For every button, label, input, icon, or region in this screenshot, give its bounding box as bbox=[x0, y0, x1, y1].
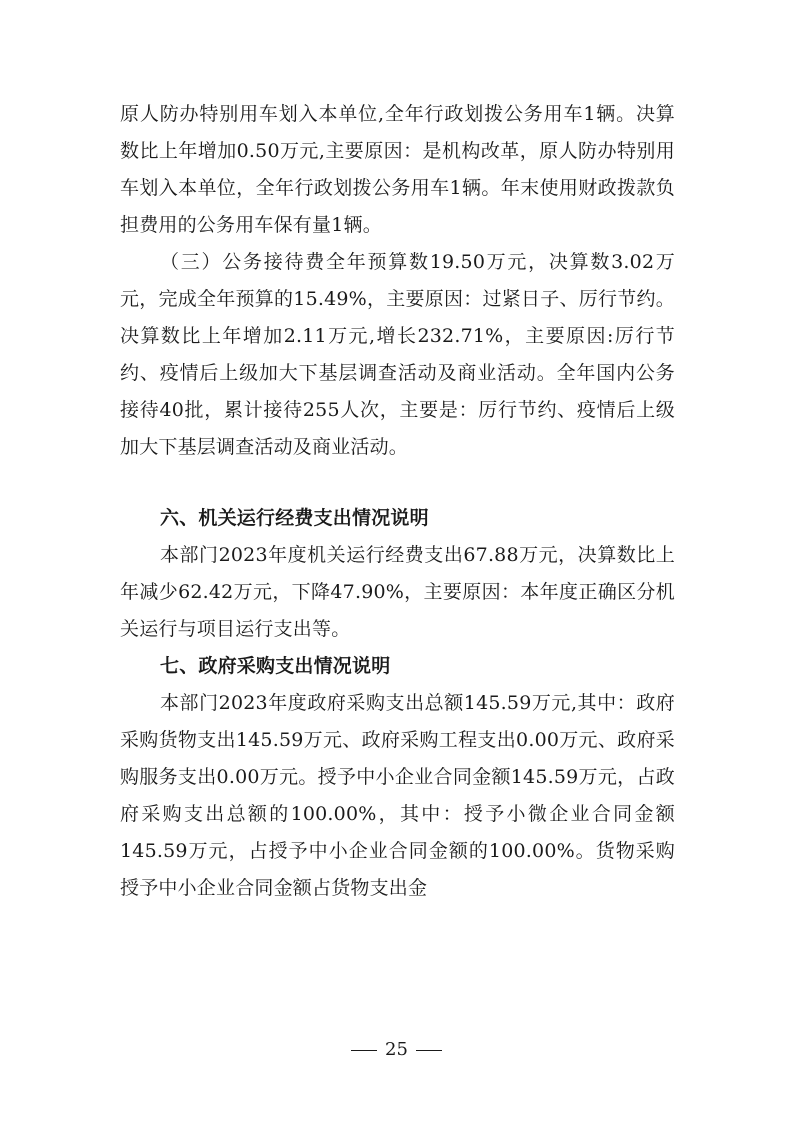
footer-dash-left bbox=[351, 1050, 377, 1051]
footer-dash-right bbox=[416, 1050, 442, 1051]
paragraph-government-procurement: 本部门2023年度政府采购支出总额145.59万元,其中：政府采购货物支出145.59万元、政府采购工程支出0.00万元、政府采购服务支出0.00万元。授予中小企业合同金额145.59万元，占政府采购支出总额的100.00%，其中：授予小微企业合同金额145.59万元，占授予中小企业合同金额的100.00%。货物采购授予中小企业合同金额占货物支出金 bbox=[120, 692, 675, 899]
section-gap bbox=[120, 466, 675, 500]
page-number: 25 bbox=[385, 1039, 408, 1060]
paragraph-vehicle-continuation: 原人防办特别用车划入本单位,全年行政划拨公务用车1辆。决算数比上年增加0.50万元,主要原因：是机构改革，原人防办特别用车划入本单位，全年行政划拨公务用车1辆。年末使用财政拨款负担费用的公务用车保有量1辆。 bbox=[120, 103, 675, 236]
paragraph-operating-expenses: 本部门2023年度机关运行经费支出67.88万元，决算数比上年减少62.42万元，下降47.90%，主要原因：本年度正确区分机关运行与项目运行支出等。 bbox=[120, 544, 675, 640]
heading-section-six: 六、机关运行经费支出情况说明 bbox=[160, 507, 429, 529]
body-text bbox=[120, 96, 675, 907]
paragraph-official-reception: （三）公务接待费全年预算数19.50万元，决算数3.02万元，完成全年预算的15.49%，主要原因：过紧日子、厉行节约。决算数比上年增加2.11万元,增长232.71%，主要原因:厉行节约、疫情后上级加大下基层调查活动及商业活动。全年国内公务接待40批，累计接待255人次，主要是：厉行节约、疫情后上级加大下基层调查活动及商业活动。 bbox=[120, 251, 675, 458]
page-footer bbox=[0, 1038, 793, 1062]
heading-section-seven: 七、政府采购支出情况说明 bbox=[160, 655, 391, 677]
